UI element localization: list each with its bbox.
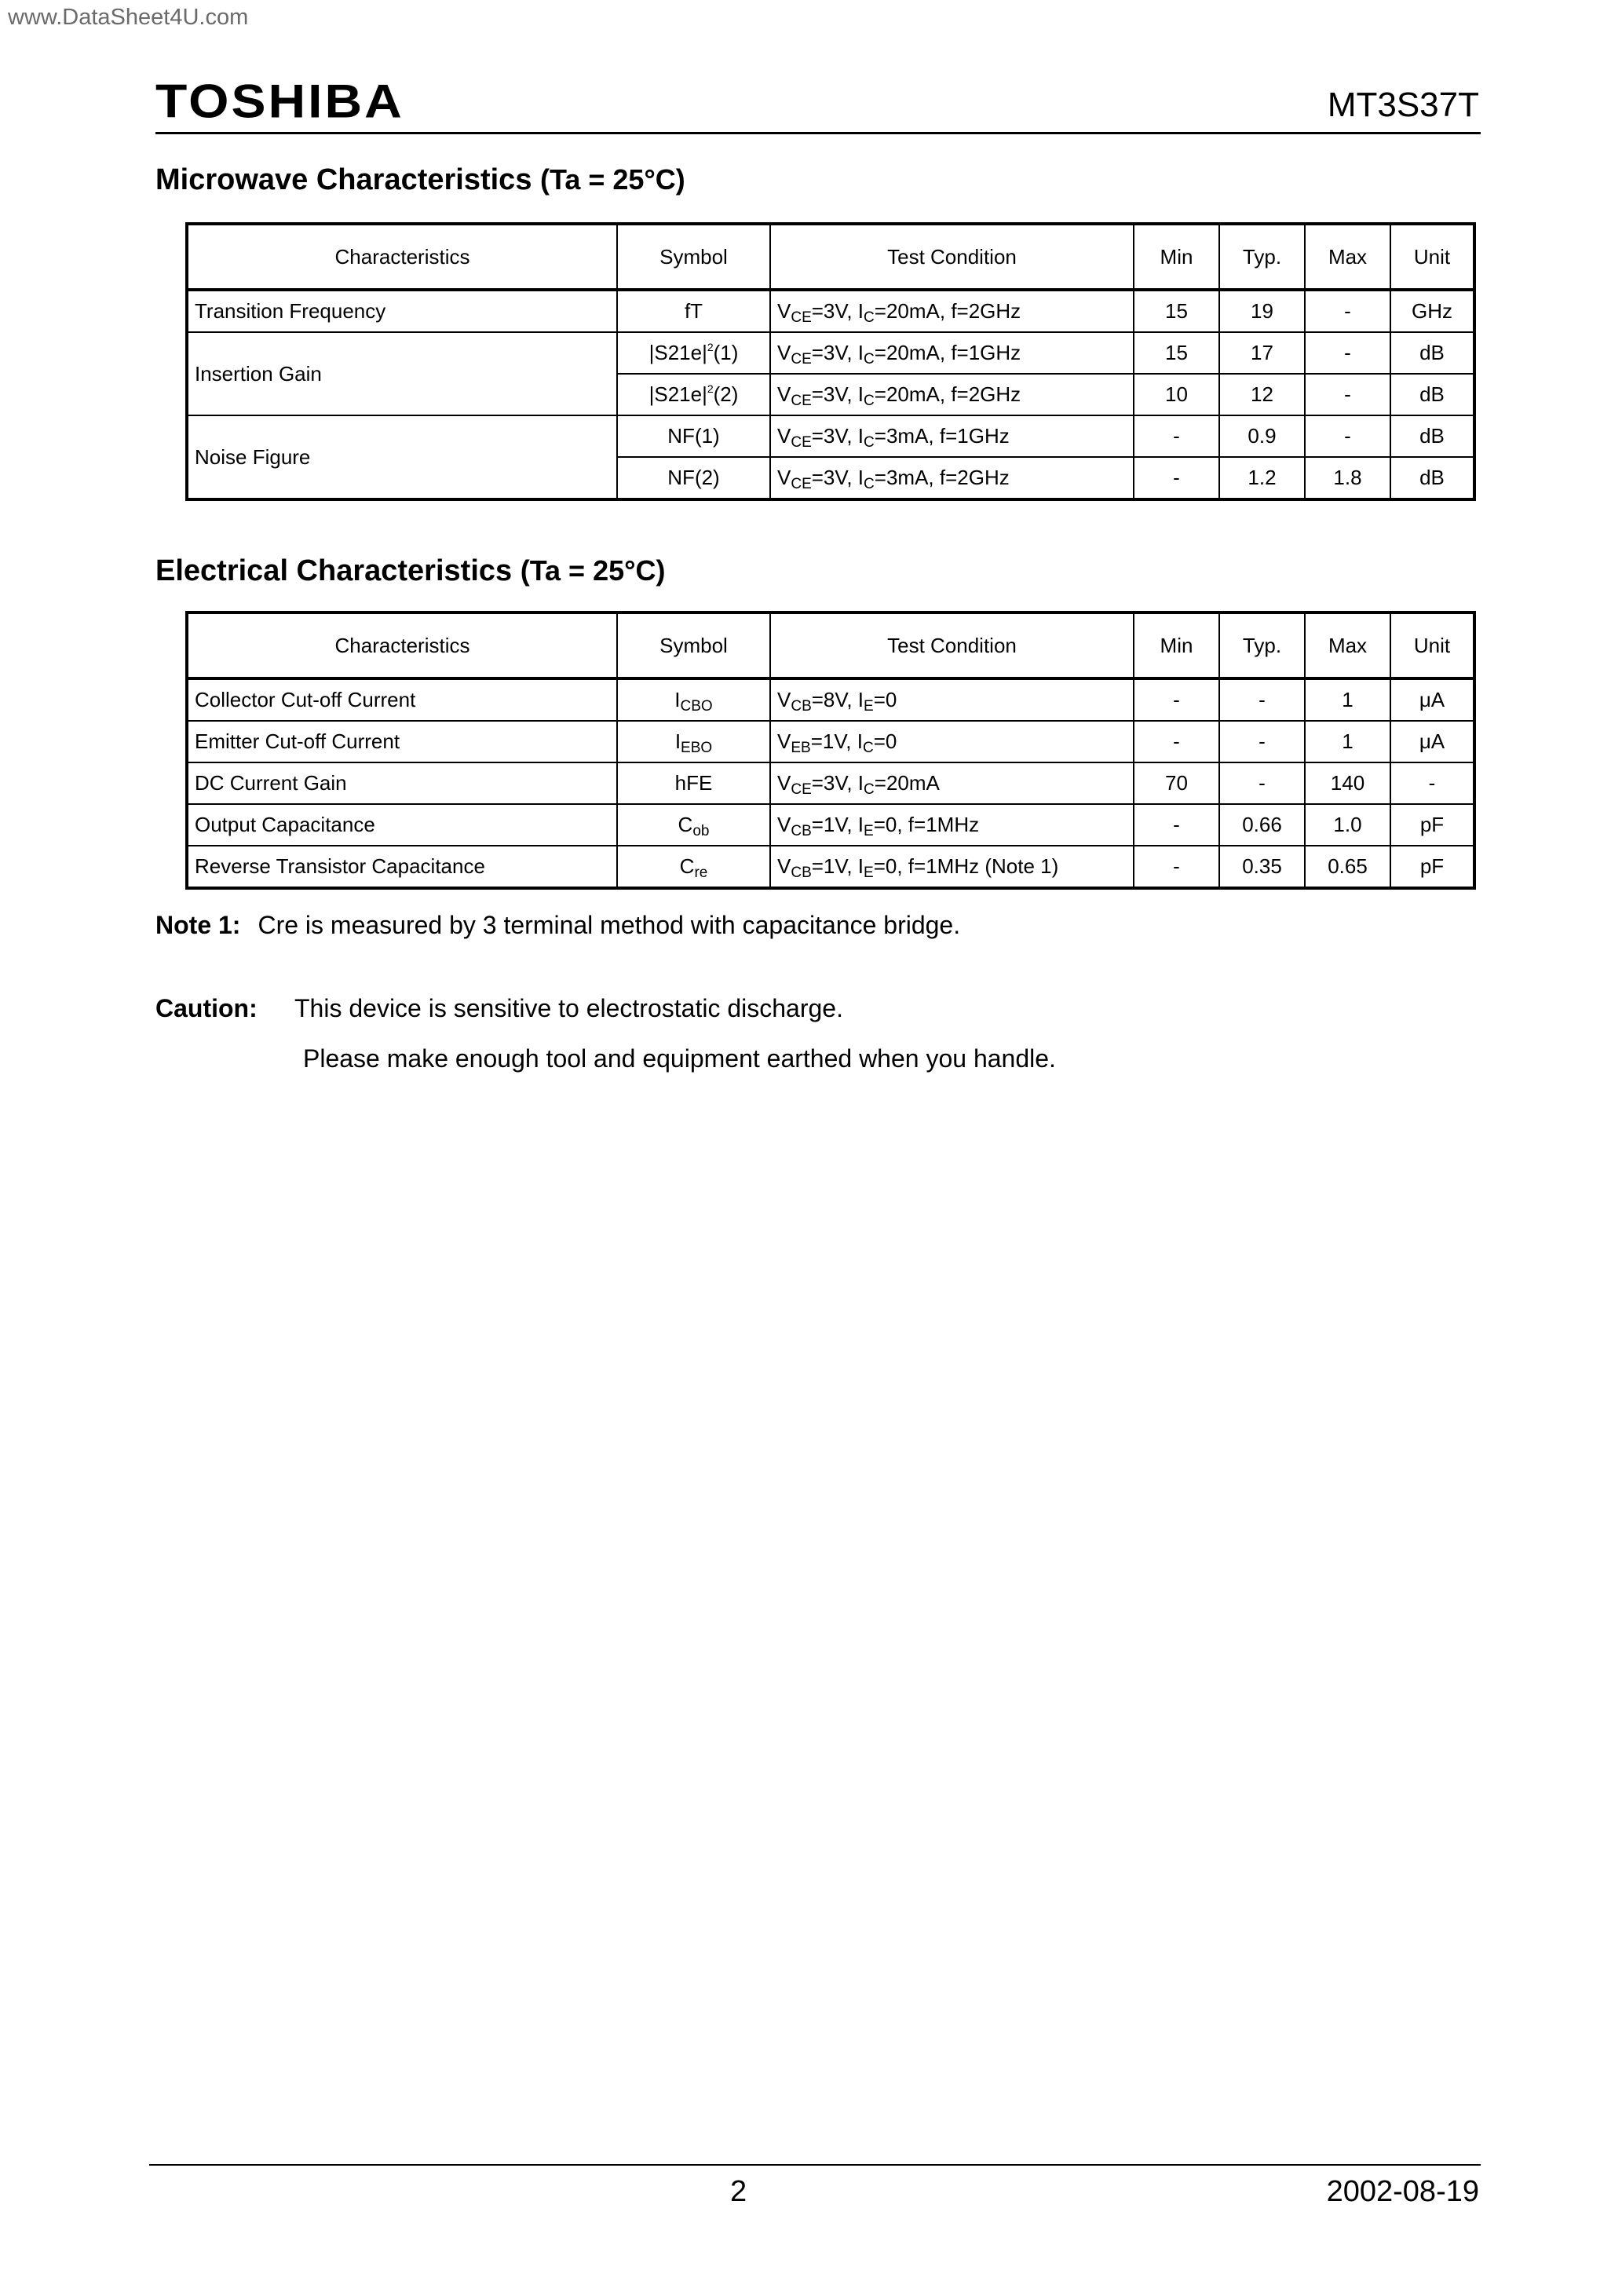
min-cell: 10: [1134, 374, 1219, 415]
characteristic-cell: Emitter Cut-off Current: [187, 721, 617, 762]
symbol-cell: [617, 332, 770, 374]
column-header-test-condition: Test Condition: [770, 224, 1134, 290]
test-condition-cell: $V_{CB}=1V$, $I_E=0$, f=1MHz: [770, 804, 1134, 846]
table-row: [187, 804, 1474, 846]
max-cell: 1.8: [1305, 457, 1390, 499]
v-subscript: CE: [791, 476, 812, 492]
symbol-base: I: [674, 729, 681, 753]
column-header-symbol: Symbol: [617, 612, 770, 678]
characteristic-cell: Collector Cut-off Current: [187, 678, 617, 721]
v-value: =8V, I: [811, 688, 864, 711]
symbol-cell: hFE: [617, 762, 770, 804]
note-1: [155, 912, 960, 938]
test-condition-cell: $V_{CE}=3V$, $I_C=20mA$, f=1GHz: [770, 332, 1134, 374]
i-subscript: C: [864, 351, 875, 367]
min-cell: -: [1134, 678, 1219, 721]
note-1-label: Note 1:: [155, 911, 241, 939]
column-header-characteristics: Characteristics: [187, 612, 617, 678]
typ-cell: 12: [1219, 374, 1305, 415]
symbol-cell: [617, 374, 770, 415]
unit-cell: dB: [1390, 332, 1474, 374]
unit-cell: GHz: [1390, 290, 1474, 332]
test-condition-cell: $V_{CB}=1V$, $I_E=0$, f=1MHz (Note 1): [770, 846, 1134, 888]
condition-rest: =20mA, f=1GHz: [874, 341, 1021, 364]
symbol-subscript: EBO: [681, 740, 713, 756]
v-subscript: CE: [791, 434, 812, 451]
max-cell: 0.65: [1305, 846, 1390, 888]
symbol-tail: (1): [713, 341, 739, 364]
min-cell: 15: [1134, 290, 1219, 332]
characteristic-cell: Noise Figure: [187, 415, 617, 499]
unit-cell: pF: [1390, 846, 1474, 888]
condition-rest: =0, f=1MHz (Note 1): [873, 854, 1059, 878]
unit-cell: dB: [1390, 415, 1474, 457]
caution-line-2: Please make enough tool and equipment earthed when you handle.: [303, 1044, 1056, 1073]
v-subscript: CB: [791, 823, 812, 839]
symbol-tail: (2): [713, 382, 739, 406]
min-cell: 70: [1134, 762, 1219, 804]
symbol-cell: fT: [617, 290, 770, 332]
min-cell: -: [1134, 804, 1219, 846]
v-value: =3V, I: [811, 424, 864, 448]
v-subscript: CE: [791, 351, 812, 367]
electrical-title-text: Electrical Characteristics: [155, 554, 513, 587]
column-header-unit: Unit: [1390, 224, 1474, 290]
table-row: [187, 762, 1474, 804]
i-subscript: E: [864, 865, 874, 881]
test-condition-cell: $V_{CE}=3V$, $I_C=20mA$: [770, 762, 1134, 804]
max-cell: -: [1305, 374, 1390, 415]
condition-rest: =0: [873, 688, 897, 711]
characteristic-cell: Insertion Gain: [187, 332, 617, 415]
column-header-characteristics: Characteristics: [187, 224, 617, 290]
characteristic-cell: Output Capacitance: [187, 804, 617, 846]
test-condition-cell: $V_{EB}=1V$, $I_C=0$: [770, 721, 1134, 762]
table-row: [187, 846, 1474, 888]
v-subscript: CE: [791, 781, 812, 798]
table-row: [187, 678, 1474, 721]
typ-cell: -: [1219, 721, 1305, 762]
max-cell: -: [1305, 290, 1390, 332]
microwave-section-title: [155, 165, 685, 195]
max-cell: 1.0: [1305, 804, 1390, 846]
part-number: MT3S37T: [1327, 86, 1479, 124]
electrical-section-title: [155, 556, 666, 586]
table-row: [187, 290, 1474, 332]
typ-cell: 19: [1219, 290, 1305, 332]
condition-rest: =20mA, f=2GHz: [874, 382, 1021, 406]
symbol-base: C: [678, 813, 693, 836]
column-header-test-condition: Test Condition: [770, 612, 1134, 678]
unit-cell: dB: [1390, 374, 1474, 415]
typ-cell: 1.2: [1219, 457, 1305, 499]
v-subscript: CE: [791, 393, 812, 409]
symbol-subscript: CBO: [680, 698, 713, 715]
max-cell: 1: [1305, 678, 1390, 721]
condition-rest: =20mA, f=2GHz: [874, 299, 1021, 323]
table-header-row: [187, 224, 1474, 290]
symbol-cell: [617, 678, 770, 721]
watermark-text: www.DataSheet4U.com: [8, 5, 249, 30]
symbol-base: |S21e|: [648, 341, 707, 364]
typ-cell: 0.35: [1219, 846, 1305, 888]
test-condition-cell: $V_{CE}=3V$, $I_C=3mA$, f=1GHz: [770, 415, 1134, 457]
v-value: =3V, I: [811, 299, 864, 323]
test-condition-cell: $V_{CE}=3V$, $I_C=3mA$, f=2GHz: [770, 457, 1134, 499]
condition-rest: =20mA: [874, 771, 940, 795]
microwave-title-condition: (Ta = 25°C): [540, 163, 685, 196]
column-header-max: Max: [1305, 612, 1390, 678]
electrical-title-condition: (Ta = 25°C): [520, 554, 666, 587]
i-subscript: C: [864, 434, 875, 451]
note-1-text: Cre is measured by 3 terminal method with capacitance bridge.: [258, 911, 961, 939]
test-condition-cell: $V_{CB}=8V$, $I_E=0$: [770, 678, 1134, 721]
i-subscript: E: [864, 823, 874, 839]
v-value: =1V, I: [811, 854, 864, 878]
symbol-cell: [617, 846, 770, 888]
min-cell: -: [1134, 457, 1219, 499]
i-subscript: C: [864, 309, 875, 326]
symbol-cell: NF(2): [617, 457, 770, 499]
caution-label: Caution:: [155, 994, 258, 1022]
v-value: =3V, I: [811, 771, 864, 795]
column-header-min: Min: [1134, 612, 1219, 678]
test-condition-cell: $V_{CE}=3V$, $I_C=20mA$, f=2GHz: [770, 290, 1134, 332]
max-cell: 1: [1305, 721, 1390, 762]
unit-cell: pF: [1390, 804, 1474, 846]
min-cell: -: [1134, 721, 1219, 762]
v-value: =3V, I: [811, 382, 864, 406]
v-subscript: CE: [791, 309, 812, 326]
table-row: [187, 332, 1474, 374]
footer-date: 2002-08-19: [1326, 2175, 1479, 2208]
v-subscript: CB: [791, 865, 812, 881]
v-value: =3V, I: [811, 466, 864, 489]
min-cell: 15: [1134, 332, 1219, 374]
v-value: =1V, I: [810, 729, 863, 753]
unit-cell: μA: [1390, 721, 1474, 762]
microwave-title-text: Microwave Characteristics: [155, 163, 532, 196]
min-cell: -: [1134, 846, 1219, 888]
typ-cell: 0.66: [1219, 804, 1305, 846]
v-value: =1V, I: [811, 813, 864, 836]
footer-rule: [149, 2164, 1481, 2166]
symbol-superscript: 2: [707, 382, 714, 395]
max-cell: 140: [1305, 762, 1390, 804]
caution-line-1: This device is sensitive to electrostatic discharge.: [294, 994, 843, 1022]
max-cell: -: [1305, 332, 1390, 374]
column-header-max: Max: [1305, 224, 1390, 290]
table-row: [187, 415, 1474, 457]
unit-cell: dB: [1390, 457, 1474, 499]
i-subscript: E: [864, 698, 874, 715]
symbol-superscript: 2: [707, 341, 714, 353]
column-header-min: Min: [1134, 224, 1219, 290]
column-header-symbol: Symbol: [617, 224, 770, 290]
v-subscript: CB: [791, 698, 812, 715]
page-number: 2: [730, 2175, 747, 2208]
symbol-base: C: [679, 854, 695, 878]
v-value: =3V, I: [811, 341, 864, 364]
column-header-unit: Unit: [1390, 612, 1474, 678]
symbol-cell: [617, 804, 770, 846]
typ-cell: 0.9: [1219, 415, 1305, 457]
toshiba-logo: TOSHIBA: [155, 74, 404, 128]
i-subscript: C: [864, 393, 875, 409]
symbol-subscript: re: [694, 865, 708, 881]
characteristic-cell: Reverse Transistor Capacitance: [187, 846, 617, 888]
typ-cell: -: [1219, 762, 1305, 804]
column-header-typ: Typ.: [1219, 224, 1305, 290]
condition-rest: =0: [873, 729, 897, 753]
condition-rest: =3mA, f=2GHz: [874, 466, 1010, 489]
i-subscript: C: [864, 781, 875, 798]
i-subscript: C: [862, 740, 874, 756]
electrical-characteristics-table: [185, 611, 1476, 890]
test-condition-cell: $V_{CE}=3V$, $I_C=20mA$, f=2GHz: [770, 374, 1134, 415]
min-cell: -: [1134, 415, 1219, 457]
typ-cell: 17: [1219, 332, 1305, 374]
max-cell: -: [1305, 415, 1390, 457]
symbol-cell: [617, 721, 770, 762]
header-rule: [155, 132, 1481, 134]
unit-cell: -: [1390, 762, 1474, 804]
v-subscript: EB: [791, 740, 811, 756]
table-row: [187, 721, 1474, 762]
symbol-cell: NF(1): [617, 415, 770, 457]
unit-cell: μA: [1390, 678, 1474, 721]
column-header-typ: Typ.: [1219, 612, 1305, 678]
condition-rest: =3mA, f=1GHz: [874, 424, 1010, 448]
condition-rest: =0, f=1MHz: [873, 813, 980, 836]
typ-cell: -: [1219, 678, 1305, 721]
characteristic-cell: DC Current Gain: [187, 762, 617, 804]
symbol-base: |S21e|: [648, 382, 707, 406]
characteristic-cell: Transition Frequency: [187, 290, 617, 332]
symbol-subscript: ob: [692, 823, 710, 839]
table-header-row: [187, 612, 1474, 678]
i-subscript: C: [864, 476, 875, 492]
symbol-base: I: [674, 688, 681, 711]
microwave-characteristics-table: [185, 222, 1476, 501]
